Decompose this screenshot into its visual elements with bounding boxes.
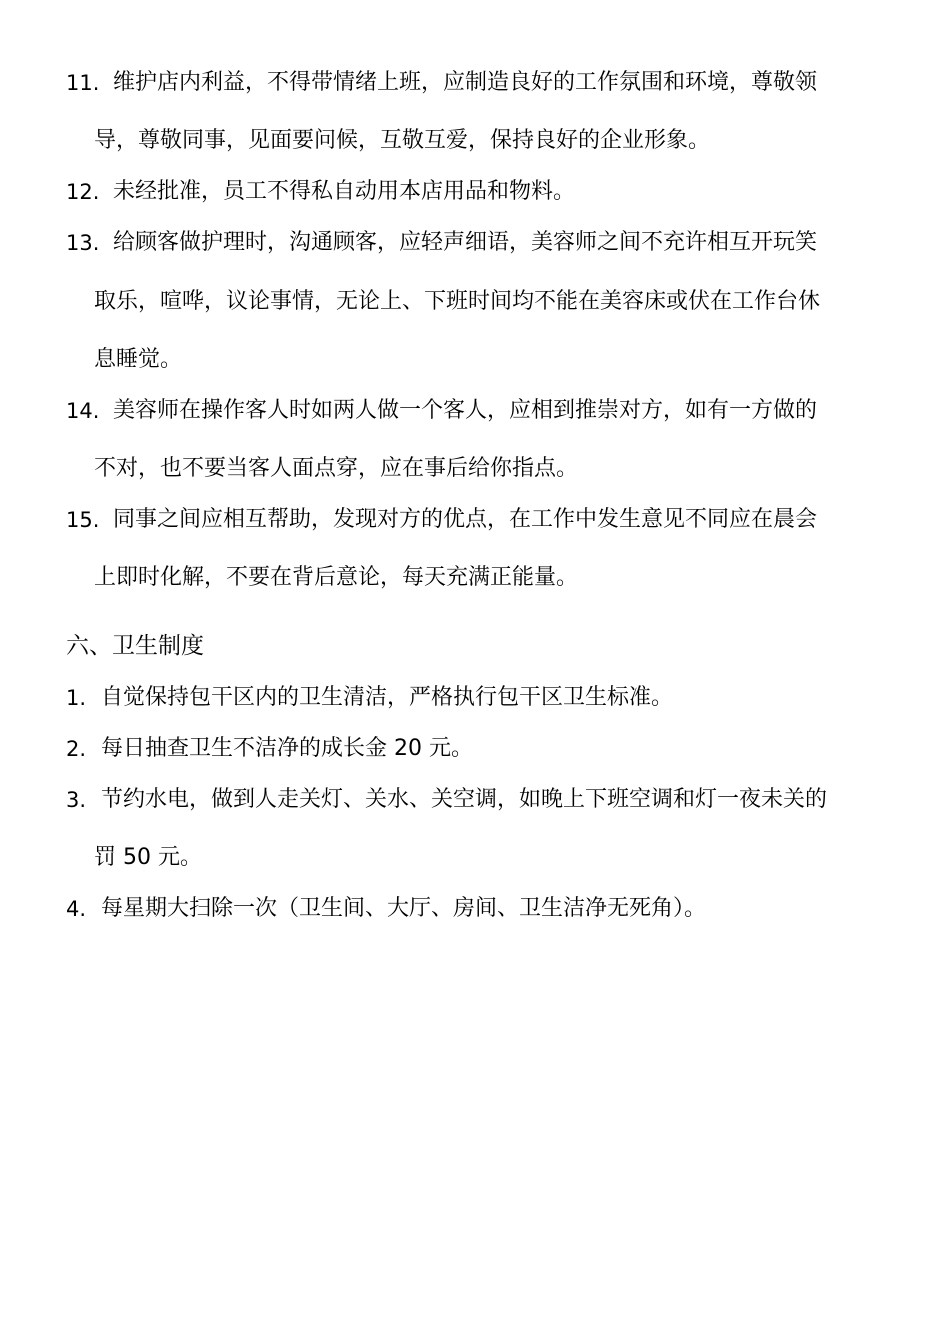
section-heading: 六、卫生制度	[66, 633, 204, 659]
list-item-number: 14.	[66, 399, 100, 423]
list-item-number: 12.	[66, 180, 100, 204]
list-item-number: 11.	[66, 71, 100, 95]
list-item-line: 每日抽查卫生不洁净的成长金 20 元。	[101, 736, 473, 761]
list-item-line: 给顾客做护理时，沟通顾客，应轻声细语，美容师之间不充许相互开玩笑	[113, 230, 818, 255]
list-item-line: 导，尊敬同事，见面要问候，互敬互爱，保持良好的企业形象。	[94, 128, 711, 153]
list-item-line: 每星期大扫除一次（卫生间、大厅、房间、卫生洁净无死角）。	[101, 896, 707, 921]
list-item-line: 息睡觉。	[94, 347, 183, 372]
list-item-line: 同事之间应相互帮助，发现对方的优点，在工作中发生意见不同应在晨会	[113, 507, 818, 532]
list-item-number: 3.	[66, 788, 87, 812]
list-item-line: 维护店内利益，不得带情绪上班，应制造良好的工作氛围和环境，尊敬领	[113, 70, 818, 95]
list-item-line: 节约水电，做到人走关灯、关水、关空调，如晚上下班空调和灯一夜未关的	[101, 787, 828, 812]
list-item-line: 罚 50 元。	[94, 845, 202, 870]
list-item-number: 1.	[66, 686, 87, 710]
list-item-line: 不对，也不要当客人面点穿，应在事后给你指点。	[94, 456, 579, 481]
list-item-number: 2.	[66, 737, 87, 761]
list-item-line: 取乐，喧哗，议论事情，无论上、下班时间均不能在美容床或伏在工作台休	[94, 289, 821, 314]
list-item-line: 上即时化解，不要在背后意论，每天充满正能量。	[94, 565, 579, 590]
list-item-number: 15.	[66, 508, 100, 532]
list-item-number: 13.	[66, 231, 100, 255]
list-item-line: 自觉保持包干区内的卫生清洁，严格执行包干区卫生标准。	[101, 685, 674, 710]
list-item-line: 未经批准，员工不得私自动用本店用品和物料。	[113, 179, 576, 204]
list-item-number: 4.	[66, 897, 87, 921]
list-item-line: 美容师在操作客人时如两人做一个客人，应相到推崇对方，如有一方做的	[113, 398, 818, 423]
